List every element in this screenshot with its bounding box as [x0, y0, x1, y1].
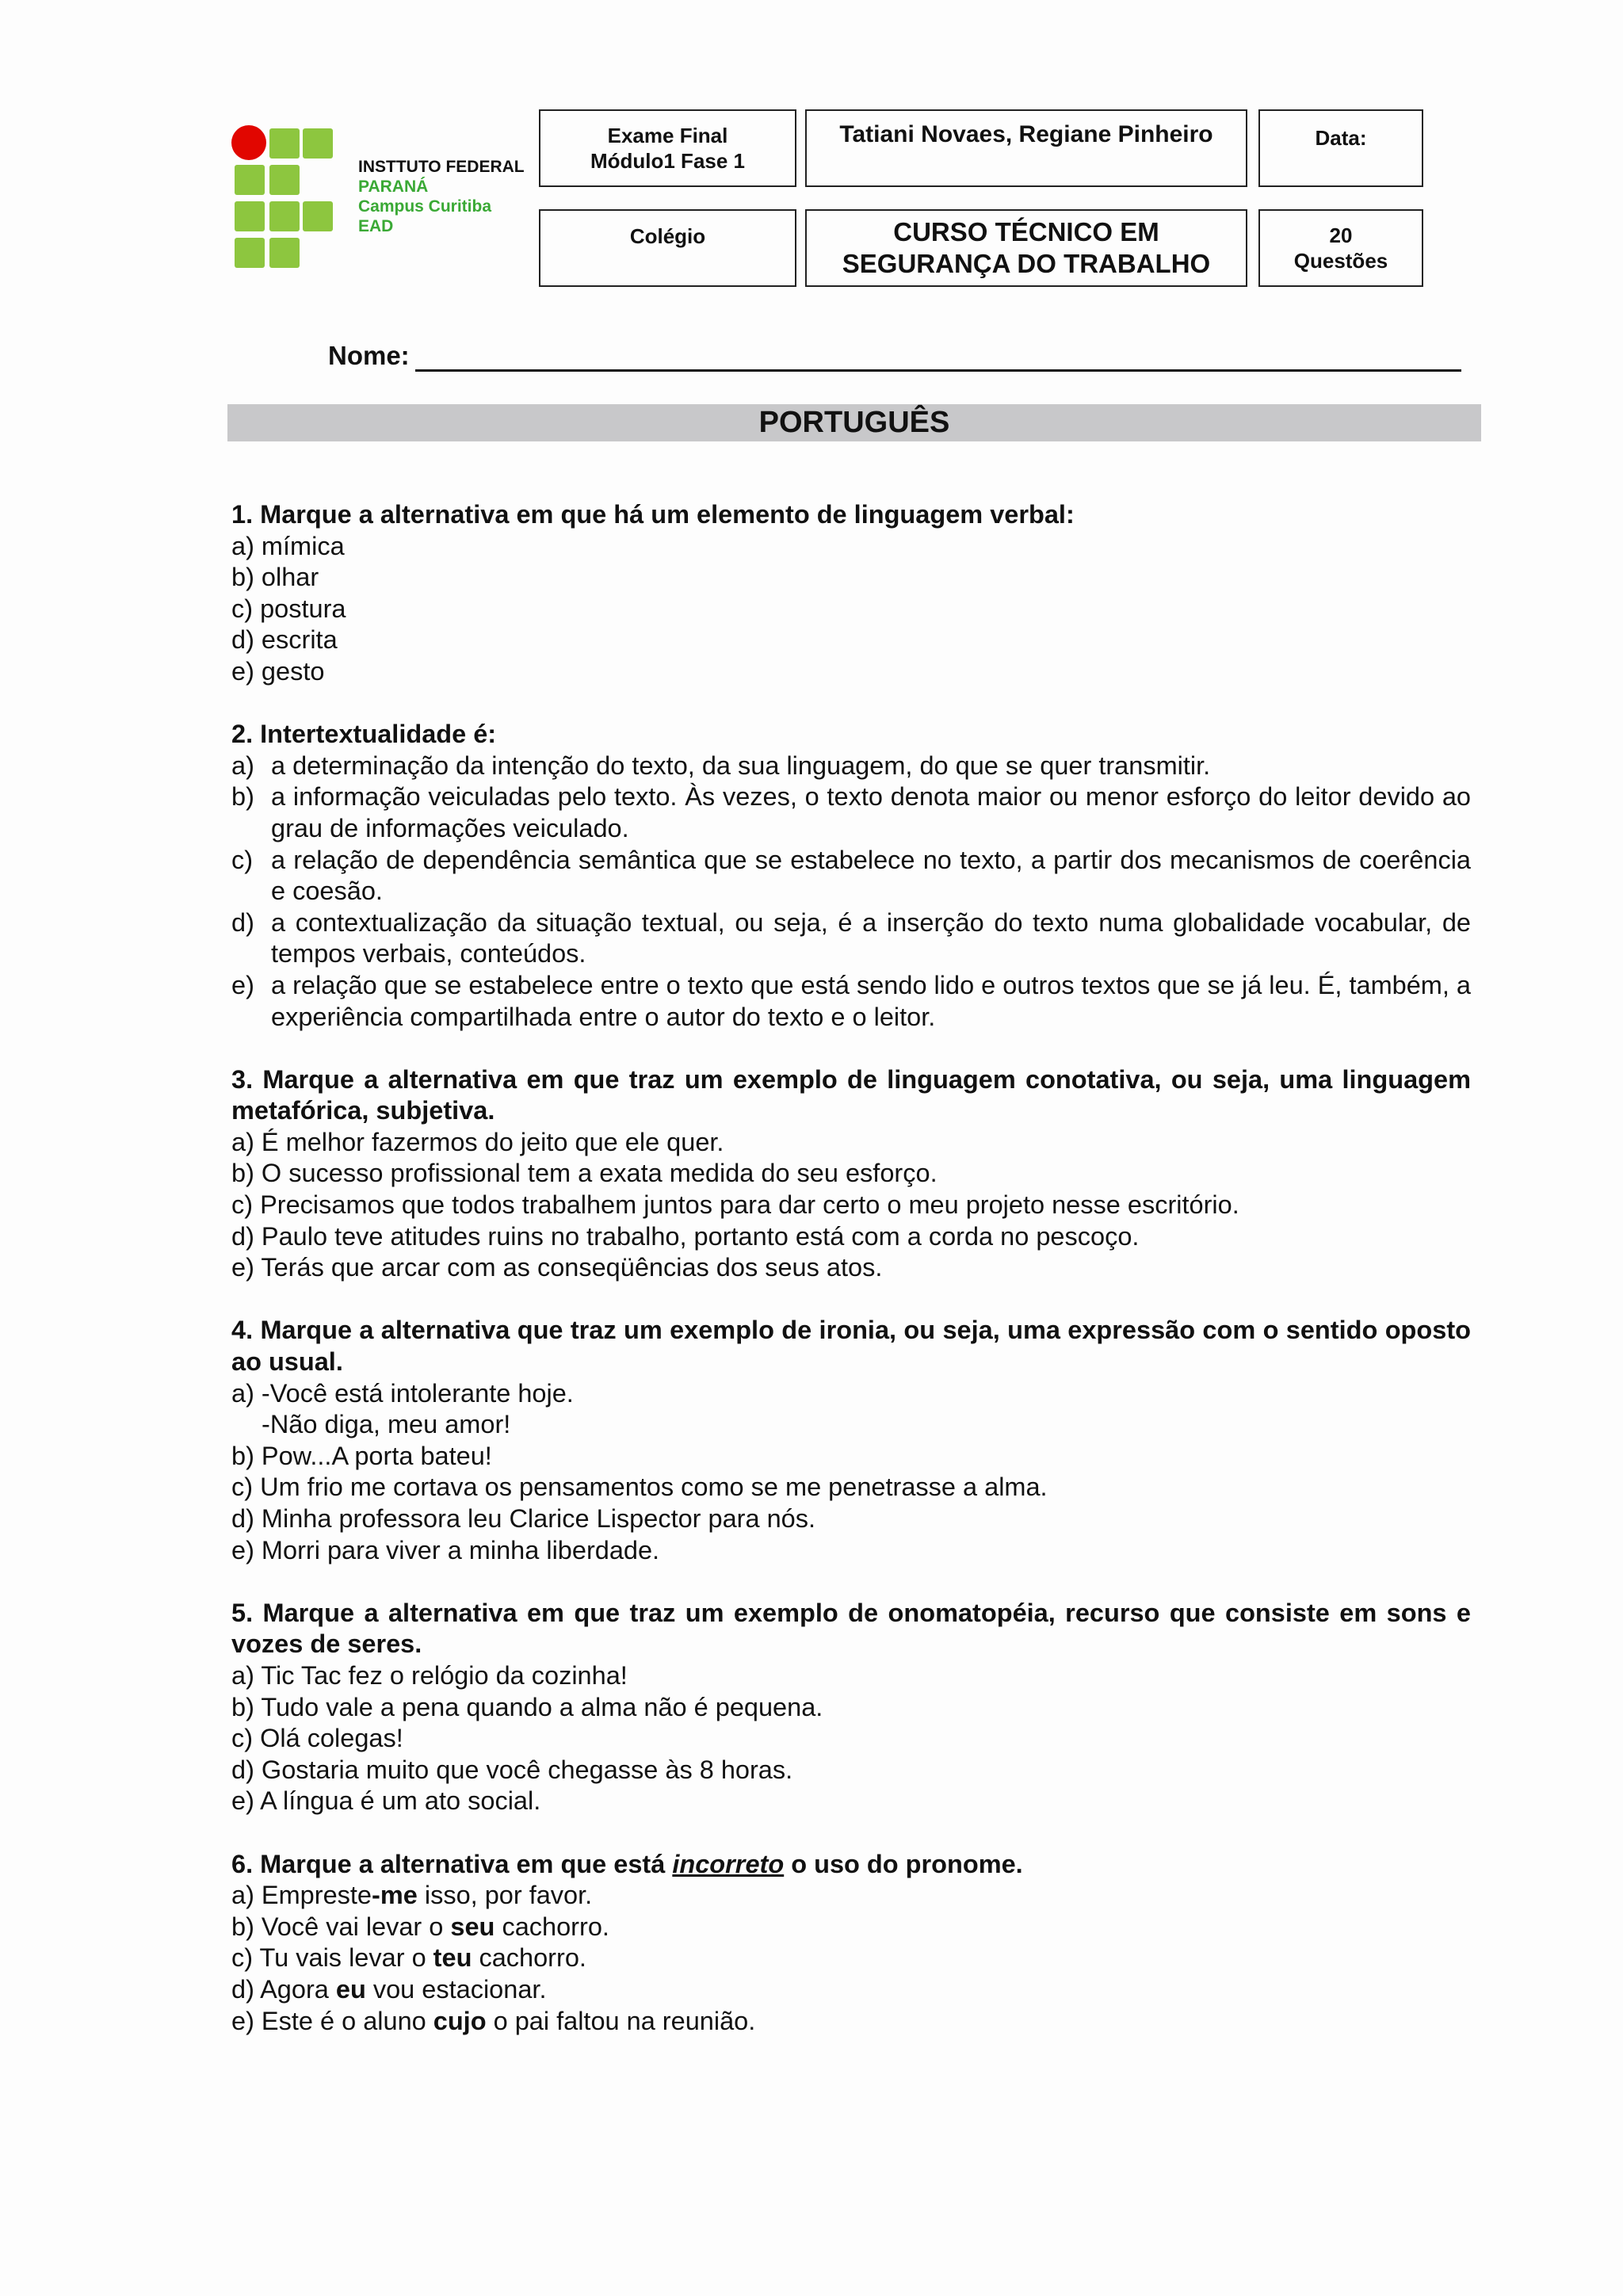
school-label: Colégio [629, 224, 706, 248]
option: e) A língua é um ato social. [231, 1786, 541, 1816]
option: e) gesto [231, 656, 325, 686]
option [231, 2006, 1471, 2038]
logo-line-1: INSTTUTO FEDERAL [358, 158, 525, 176]
option-pronoun: -me [372, 1881, 418, 1910]
option: a) mímica [231, 531, 345, 560]
option: b) Tudo vale a pena quando a alma não é pequena. [231, 1692, 823, 1721]
question-title: 2. Intertextualidade é: [231, 720, 497, 749]
option [231, 970, 1471, 1033]
option: a) Tic Tac fez o relógio da cozinha! [231, 1660, 628, 1690]
question-3 [231, 1064, 1471, 1284]
question-2 [231, 719, 1471, 1033]
course-line-1: CURSO TÉCNICO EM [893, 217, 1159, 246]
option-pronoun: seu [450, 1912, 495, 1941]
question-title: 3. Marque a alternativa em que traz um exemplo de linguagem conotativa, ou seja, uma linguagem metafórica, subjetiva. [231, 1064, 1471, 1125]
option: d) Gostaria muito que você chegasse às 8 horas. [231, 1755, 793, 1784]
option-text: c) Tu vais levar o [231, 1943, 433, 1973]
option: c) Olá colegas! [231, 1724, 403, 1753]
option-label: c) [231, 845, 254, 874]
institution-logo [231, 125, 334, 277]
question-title: 5. Marque a alternativa em que traz um exemplo de onomatopéia, recurso que consiste em sons e vozes de seres. [231, 1598, 1471, 1659]
question-6 [231, 1849, 1471, 2038]
option-pronoun: cujo [433, 2006, 487, 2035]
name-label: Nome: [328, 341, 410, 370]
option-text: a relação que se estabelece entre o texto que está sendo lido e outros textos que se já leu. É, também, a experiência compartilhada entre o autor do texto e o leitor. [271, 970, 1472, 1031]
question-title: 1. Marque a alternativa em que há um elemento de linguagem verbal: [231, 500, 1075, 529]
option-text: e) Este é o aluno [231, 2006, 433, 2035]
question-1 [231, 499, 1471, 688]
option-text: o pai faltou na reunião. [486, 2006, 756, 2035]
option-label: d) [231, 907, 254, 937]
option [231, 1912, 1471, 1943]
logo-line-2: PARANÁ [358, 178, 429, 196]
option: e) Morri para viver a minha liberdade. [231, 1535, 660, 1564]
option: a) É melhor fazermos do jeito que ele quer. [231, 1127, 724, 1156]
option-text: vou estacionar. [365, 1974, 547, 2004]
exam-box [539, 109, 796, 187]
exam-line-2: Módulo1 Fase 1 [590, 149, 746, 173]
question-title: 4. Marque a alternativa que traz um exemplo de ironia, ou seja, uma expressão com o sentido oposto ao usual. [231, 1316, 1471, 1377]
logo-line-3: Campus Curitiba [358, 197, 492, 216]
option-text: a relação de dependência semântica que se estabelece no texto, a partir dos mecanismos de coerência e coesão. [271, 845, 1471, 906]
question-title-emphasis: incorreto [672, 1849, 785, 1878]
option-text: a informação veiculadas pelo texto. Às vezes, o texto denota maior ou menor esforço do leitor devido ao grau de informações veiculado. [271, 782, 1471, 842]
option: c) Um frio me cortava os pensamentos como se me penetrasse a alma. [231, 1473, 1048, 1502]
questions-label: Questões [1293, 249, 1388, 273]
logo-text [358, 157, 525, 236]
option-continuation: -Não diga, meu amor! [262, 1410, 511, 1439]
option: e) Terás que arcar com as conseqüências dos seus atos. [231, 1253, 883, 1282]
option: d) Minha professora leu Clarice Lispector para nós. [231, 1504, 816, 1533]
questions-count: 20 [1329, 223, 1353, 247]
option-text: a contextualização da situação textual, ou seja, é a inserção do texto numa globalidade vocabular, de tempos verbais, conteúdos. [271, 907, 1471, 968]
logo-line-4: EAD [358, 217, 394, 235]
option [231, 1880, 1471, 1912]
option-text: d) Agora [231, 1974, 336, 2004]
option [231, 1943, 1471, 1974]
option-text: isso, por favor. [417, 1881, 593, 1910]
question-4 [231, 1315, 1471, 1566]
option [231, 751, 1471, 782]
exam-line-1: Exame Final [607, 124, 728, 147]
option-label: e) [231, 970, 254, 999]
option: d) escrita [231, 625, 338, 655]
option-text: cachorro. [472, 1943, 586, 1973]
option: d) Paulo teve atitudes ruins no trabalho, portanto está com a corda no pescoço. [231, 1221, 1140, 1251]
option [231, 781, 1471, 844]
option-label: a) [231, 751, 254, 780]
option [231, 1974, 1471, 2006]
option: b) Pow...A porta bateu! [231, 1441, 492, 1470]
question-title [231, 1849, 1471, 1881]
date-label: Data: [1315, 126, 1367, 150]
option: b) olhar [231, 563, 319, 592]
option-text: b) Você vai levar o [231, 1912, 451, 1941]
logo-red-dot [231, 125, 266, 160]
course-box [805, 209, 1247, 287]
option-pronoun: eu [335, 1974, 366, 2004]
authors: Tatiani Novaes, Regiane Pinheiro [839, 121, 1213, 147]
option-text: cachorro. [495, 1912, 609, 1941]
option: c) postura [231, 594, 346, 623]
option-text: a determinação da intenção do texto, da sua linguagem, do que se quer transmitir. [271, 751, 1211, 780]
school-box [539, 209, 796, 287]
option [231, 907, 1471, 970]
question-5 [231, 1598, 1471, 1817]
questions-list [231, 499, 1471, 2069]
option: b) O sucesso profissional tem a exata medida do seu esforço. [231, 1159, 938, 1188]
authors-box [805, 109, 1247, 187]
date-box [1258, 109, 1423, 187]
question-title-pre: 6. Marque a alternativa em que está [231, 1849, 673, 1878]
questions-box [1258, 209, 1423, 287]
option: c) Precisamos que todos trabalhem juntos para dar certo o meu projeto nesse escritório. [231, 1190, 1239, 1220]
name-line [415, 369, 1461, 372]
subject-title: PORTUGUÊS [227, 404, 1481, 441]
option-label: b) [231, 782, 254, 812]
course-line-2: SEGURANÇA DO TRABALHO [842, 249, 1211, 278]
option-text: a) Empreste [231, 1881, 372, 1910]
question-title-post: o uso do pronome. [784, 1849, 1023, 1878]
option [231, 845, 1471, 907]
option-pronoun: teu [433, 1943, 472, 1973]
option: a) -Você está intolerante hoje. [231, 1378, 574, 1408]
